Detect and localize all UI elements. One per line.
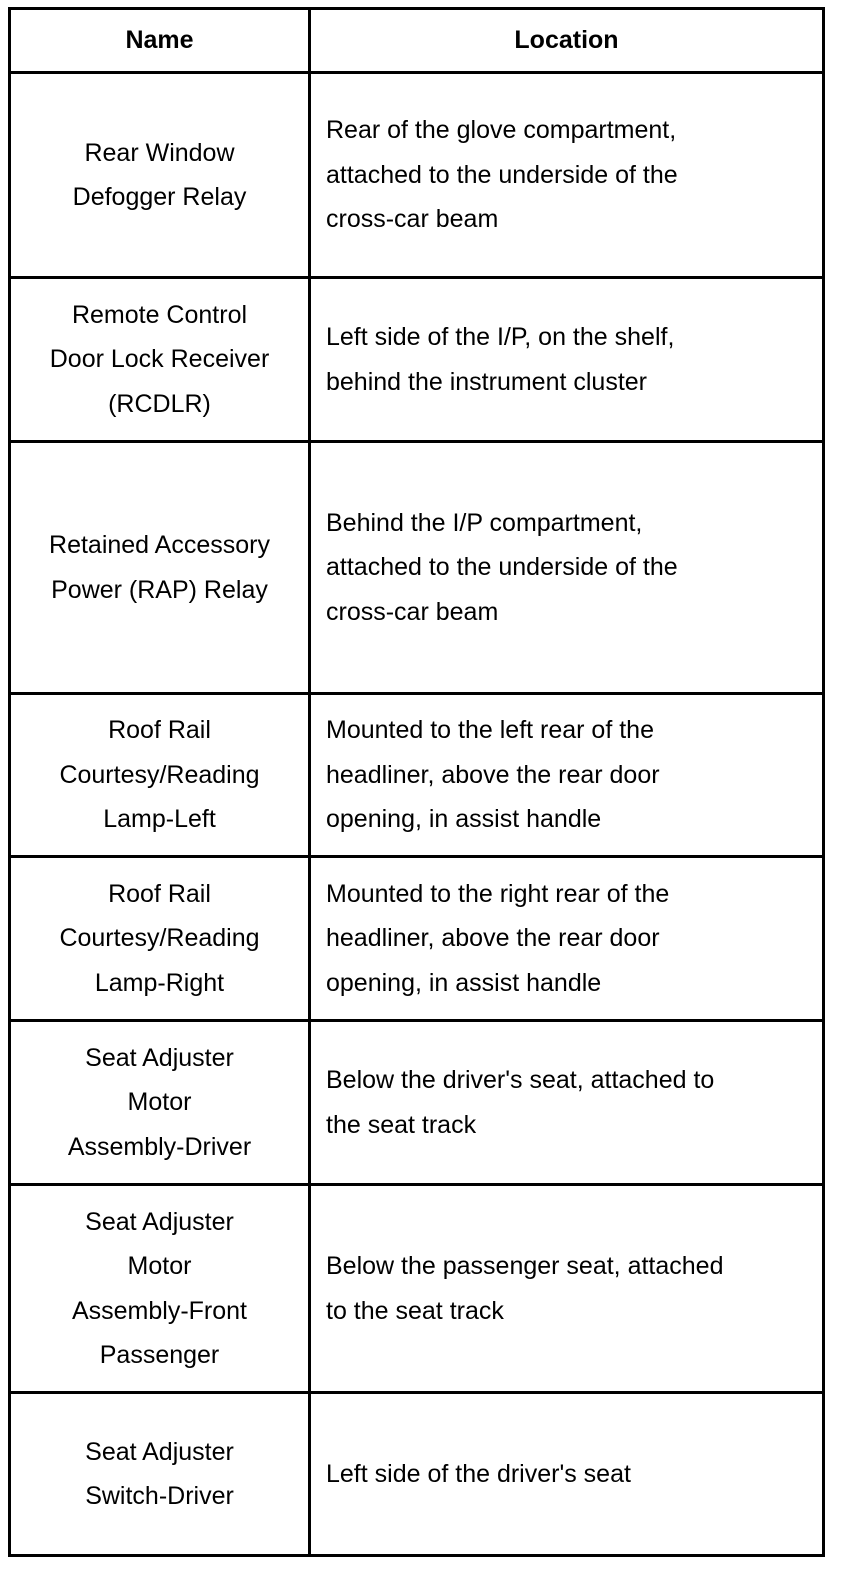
table-row (10, 442, 824, 694)
component-location: Behind the I/P compartment, attached to the underside of the cross-car beam (326, 508, 678, 626)
location-cell (310, 694, 824, 857)
component-location: Below the passenger seat, attached to the seat track (326, 1252, 724, 1325)
component-name: Roof Rail Courtesy/Reading Lamp-Right (59, 879, 260, 997)
column-header-location: Location (310, 9, 824, 73)
component-location: Mounted to the right rear of the headliner, above the rear door opening, in assist handle (326, 879, 670, 997)
table-row (10, 1185, 824, 1393)
component-name: Seat Adjuster Motor Assembly-Driver (67, 1043, 252, 1161)
name-cell (10, 278, 310, 442)
name-cell (10, 73, 310, 278)
table-row (10, 1021, 824, 1185)
table-row (10, 1393, 824, 1556)
component-location: Below the driver's seat, attached to the seat track (326, 1066, 715, 1139)
name-cell (10, 857, 310, 1021)
column-header-name: Name (10, 9, 310, 73)
component-location-table (8, 7, 825, 1557)
component-name: Seat Adjuster Motor Assembly-Front Passenger (71, 1207, 248, 1369)
component-name: Rear Window Defogger Relay (72, 138, 247, 211)
location-cell (310, 278, 824, 442)
table-row (10, 857, 824, 1021)
component-location: Mounted to the left rear of the headliner, above the rear door opening, in assist handle (326, 716, 660, 834)
location-cell (310, 1393, 824, 1556)
location-cell (310, 1185, 824, 1393)
name-cell (10, 442, 310, 694)
component-location: Left side of the driver's seat (326, 1459, 631, 1488)
name-cell (10, 1393, 310, 1556)
table-row (10, 278, 824, 442)
table-row (10, 694, 824, 857)
component-location: Left side of the I/P, on the shelf, behind the instrument cluster (326, 323, 675, 396)
name-cell (10, 694, 310, 857)
location-cell (310, 1021, 824, 1185)
name-cell (10, 1021, 310, 1185)
component-name: Roof Rail Courtesy/Reading Lamp-Left (59, 716, 260, 834)
location-cell (310, 857, 824, 1021)
table-row (10, 73, 824, 278)
location-cell (310, 442, 824, 694)
component-name: Seat Adjuster Switch-Driver (85, 1437, 234, 1510)
location-cell (310, 73, 824, 278)
name-cell (10, 1185, 310, 1393)
component-name: Retained Accessory Power (RAP) Relay (49, 531, 270, 604)
table-header-row (10, 9, 824, 73)
component-location: Rear of the glove compartment, attached to the underside of the cross-car beam (326, 116, 678, 234)
component-name: Remote Control Door Lock Receiver (RCDLR) (49, 300, 270, 418)
